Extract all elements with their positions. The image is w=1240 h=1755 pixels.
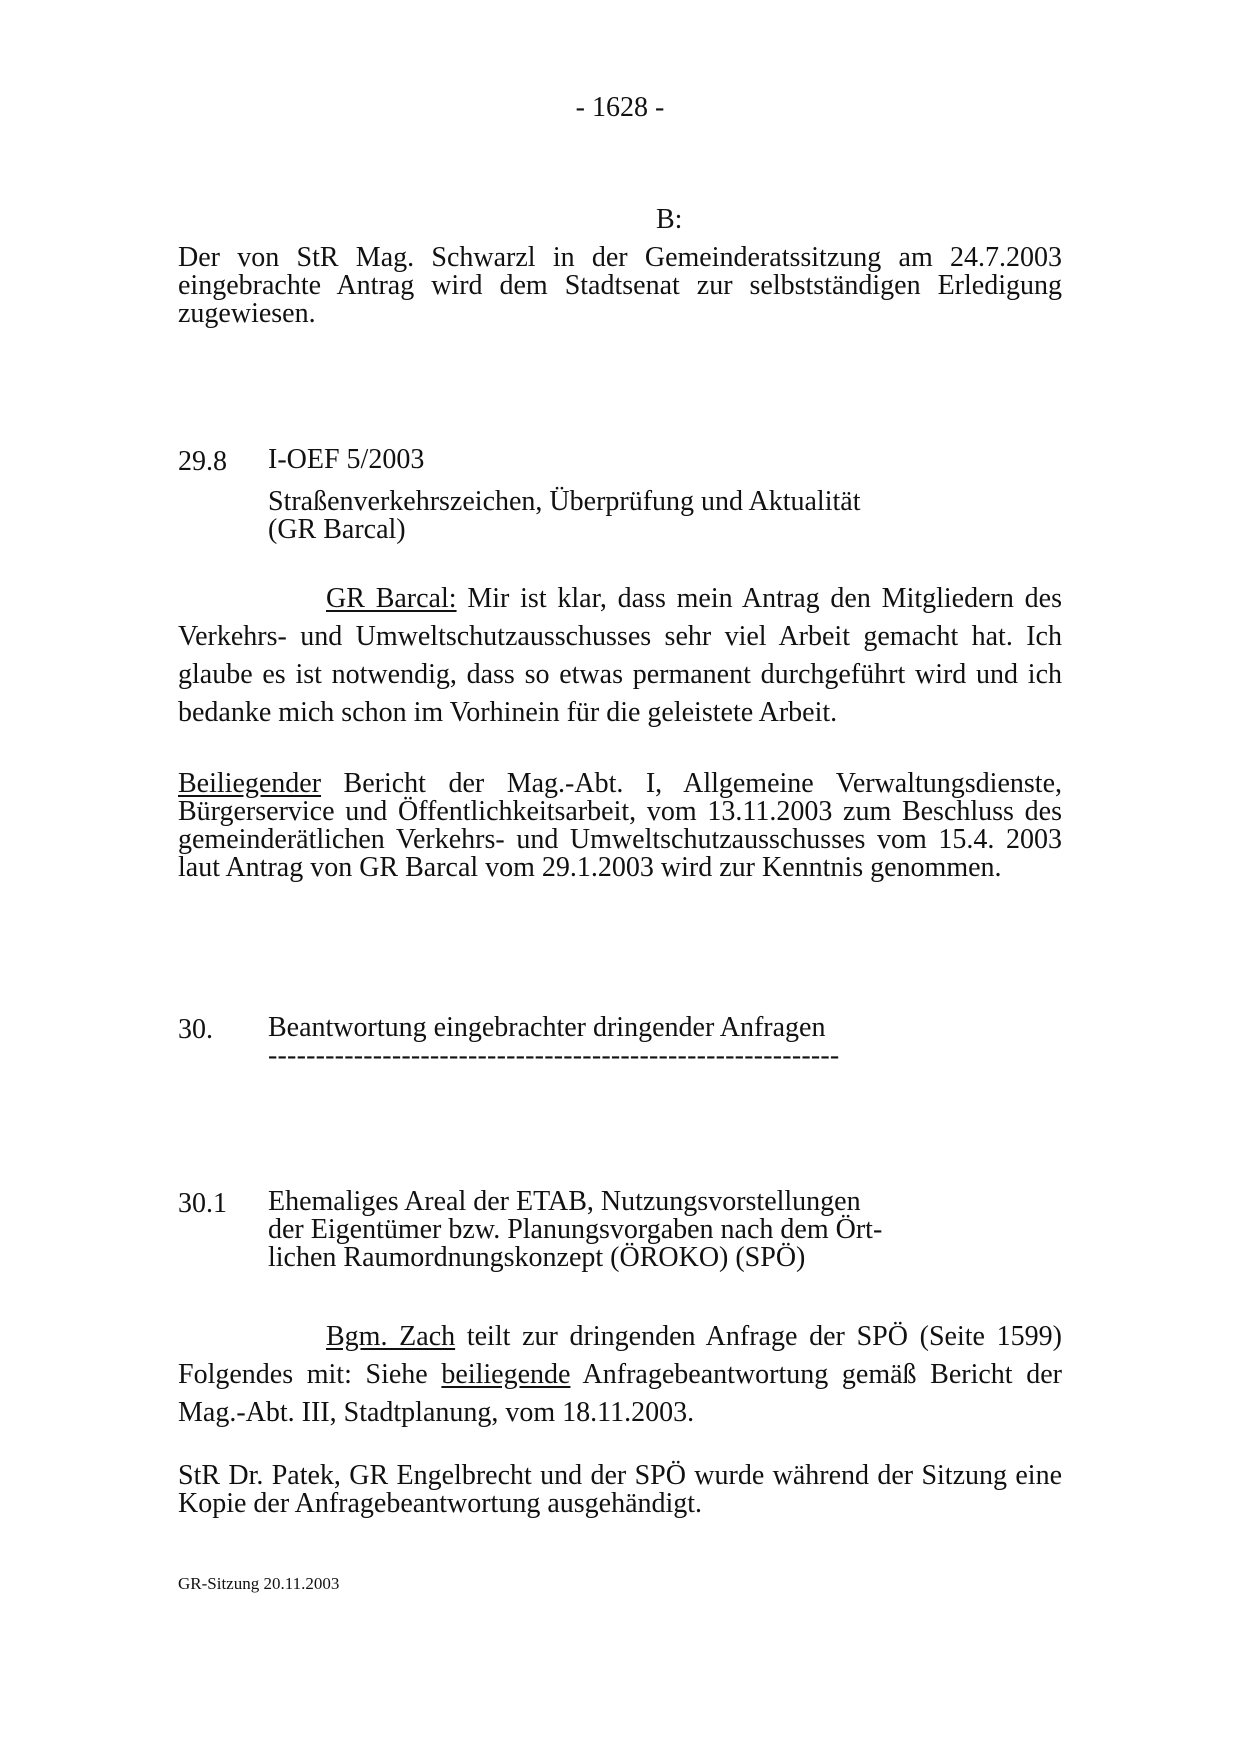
item-29-8-subtitle: (GR Barcal) [268,514,406,545]
item-29-8-resolution [178,770,1062,882]
item-30-1-title-line2: der Eigentümer bzw. Planungsvorgaben nach dem Ört- [268,1214,883,1245]
item-29-8-title: Straßenverkehrszeichen, Überprüfung und Aktualität [268,486,861,517]
item-30-1-answer [178,1318,1062,1432]
footer: GR-Sitzung 20.11.2003 [178,1574,340,1593]
item-30-number: 30. [178,1014,213,1045]
item-30-1-closing: StR Dr. Patek, GR Engelbrecht und der SPÖ wurde während der Sitzung eine Kopie der Anfragebeantwortung ausgehändigt. [178,1460,1062,1519]
item-29-8-speech [178,580,1062,732]
answer-text-b: Anfragebeantwortung gemäß Bericht der Mag.-Abt. III, Stadtplanung, vom 18.11.2003. [178,1359,1062,1428]
item-30-1-title-line1: Ehemaliges Areal der ETAB, Nutzungsvorstellungen [268,1186,861,1217]
speech-speaker: GR Barcal: [326,583,457,614]
item-30-underline-dashes: ------------------------------------------------------------ [268,1040,840,1071]
answer-speaker: Bgm. Zach [326,1321,456,1352]
answer-link-word: beiliegende [441,1359,571,1390]
item-30-1-title-line3: lichen Raumordnungskonzept (ÖROKO) (SPÖ) [268,1242,806,1273]
section-b-heading: B: [656,204,683,235]
item-29-8-code: I-OEF 5/2003 [268,444,425,475]
speech-text: Mir ist klar, dass mein Antrag den Mitgliedern des Verkehrs- und Umweltschutzausschusses sehr viel Arbeit gemacht hat. Ich glaube es ist notwendig, dass so etwas permanent durchgeführt wird und ich bedanke mich schon im Vorhinein für die geleistete Arbeit. [178,583,1062,728]
answer-text-a: teilt zur dringenden Anfrage der SPÖ (Seite 1599) Folgendes mit: Siehe [178,1321,1062,1390]
resolution-text: Bericht der Mag.-Abt. I, Allgemeine Verwaltungsdienste, Bürgerservice und Öffentlichkeitsarbeit, vom 13.11.2003 zum Beschluss des gemeinderätlichen Verkehrs- und Umweltschutzausschusses vom 15.4. 2003 laut Antrag von GR Barcal vom 29.1.2003 wird zur Kenntnis genommen. [178,768,1062,883]
item-30-title: Beantwortung eingebrachter dringender Anfragen [268,1012,826,1043]
section-b-text: Der von StR Mag. Schwarzl in der Gemeinderatssitzung am 24.7.2003 eingebrachte Antrag wird dem Stadtsenat zur selbstständigen Erledigung zugewiesen. [178,242,1062,329]
page-number: - 1628 - [575,92,665,123]
item-30-1-number: 30.1 [178,1188,227,1219]
resolution-lead: Beiliegender [178,768,322,799]
item-29-8-number: 29.8 [178,446,227,477]
